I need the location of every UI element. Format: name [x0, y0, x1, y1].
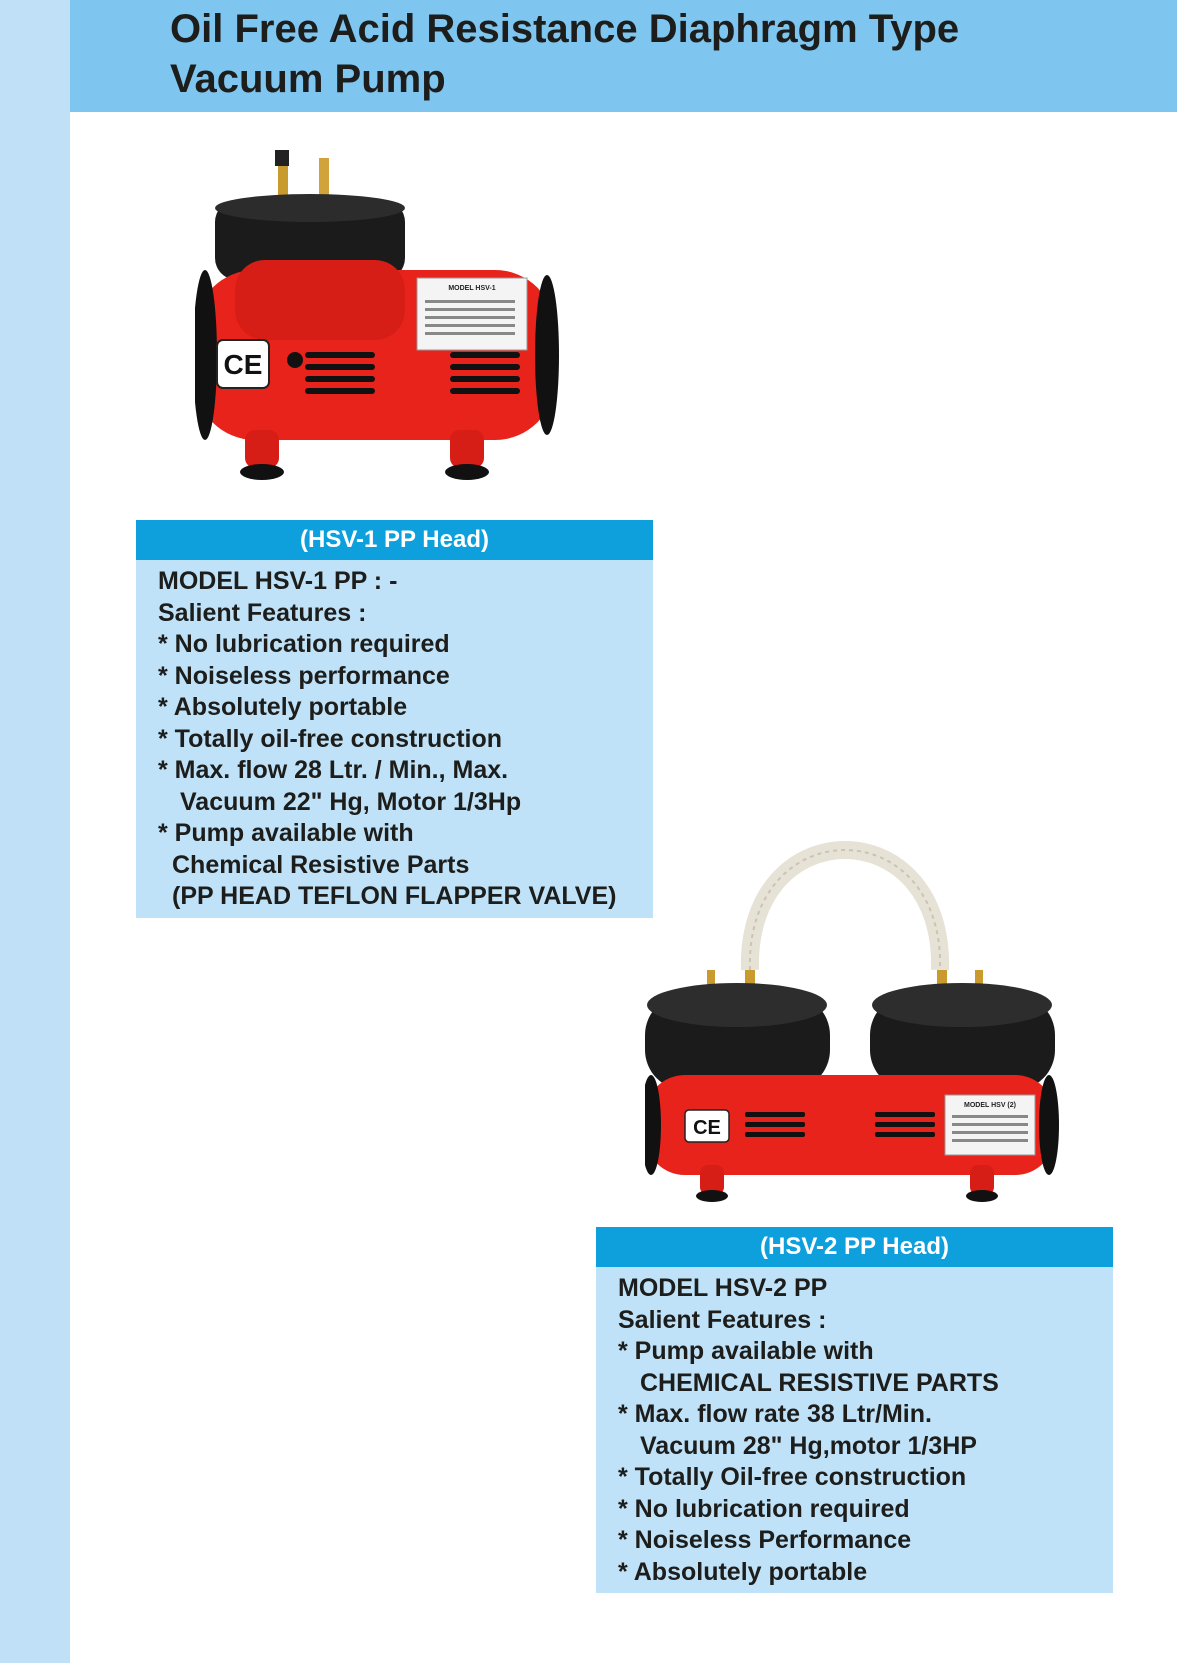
page-title: [170, 4, 959, 104]
hsv-1-feature-item: * Noiseless performance: [158, 661, 450, 690]
hsv-1-feature-item-cont: Vacuum 22" Hg, Motor 1/3Hp: [180, 787, 522, 816]
hsv-1-features-heading: Salient Features :: [158, 598, 367, 627]
page-title-line-2: Vacuum Pump: [170, 57, 446, 101]
hsv-1-feature-panel: [136, 520, 653, 918]
hsv-2-label-plate-text: MODEL HSV (2): [964, 1102, 1016, 1109]
hsv-2-panel-title: (HSV-2 PP Head): [596, 1227, 1113, 1267]
hsv-1-feature-item: * Pump available with: [158, 819, 414, 847]
hsv-2-pump-image: [645, 830, 1075, 1210]
hsv-1-feature-item: * No lubrication required: [158, 630, 450, 658]
hsv-1-feature-item-cont: (PP HEAD TEFLON FLAPPER VALVE): [172, 882, 617, 910]
hsv-2-feature-item: * Noiseless Performance: [618, 1526, 912, 1554]
hsv-2-model-line: MODEL HSV-2 PP: [618, 1274, 828, 1302]
hsv-2-feature-item: * Max. flow rate 38 Ltr/Min.: [618, 1400, 932, 1428]
hsv-1-label-plate-text: MODEL HSV-1: [448, 285, 496, 292]
hsv-1-feature-item: * Totally oil-free construction: [158, 724, 503, 753]
hsv-2-features: [596, 1267, 1113, 1588]
hsv-1-feature-item: * Max. flow 28 Ltr. / Min., Max.: [158, 756, 509, 784]
hsv-1-feature-item: * Absolutely portable: [158, 693, 408, 721]
hsv-2-ce-badge: CE: [693, 1117, 721, 1139]
hsv-1-feature-item-cont: Chemical Resistive Parts: [172, 850, 470, 879]
hsv-2-feature-item-cont: CHEMICAL RESISTIVE PARTS: [640, 1368, 999, 1397]
hsv-2-feature-item: * No lubrication required: [618, 1494, 910, 1523]
hsv-2-feature-item-cont: Vacuum 28" Hg,motor 1/3HP: [640, 1431, 977, 1460]
hsv-2-feature-item: * Totally Oil-free construction: [618, 1463, 967, 1491]
page-header: [70, 0, 1177, 112]
hsv-2-feature-panel: [596, 1227, 1113, 1593]
hsv-1-panel-title: (HSV-1 PP Head): [136, 520, 653, 560]
hsv-1-features: [136, 560, 653, 913]
hsv-1-pump-image: [195, 150, 595, 505]
hsv-2-feature-item: * Absolutely portable: [618, 1557, 868, 1586]
hsv-2-feature-item: * Pump available with: [618, 1337, 874, 1365]
hsv-2-features-heading: Salient Features :: [618, 1305, 827, 1334]
hsv-1-ce-badge: CE: [223, 349, 263, 380]
hsv-1-model-line: MODEL HSV-1 PP : -: [158, 567, 398, 595]
page-title-line-1: Oil Free Acid Resistance Diaphragm Type: [170, 7, 960, 51]
side-strip: [0, 0, 70, 1663]
